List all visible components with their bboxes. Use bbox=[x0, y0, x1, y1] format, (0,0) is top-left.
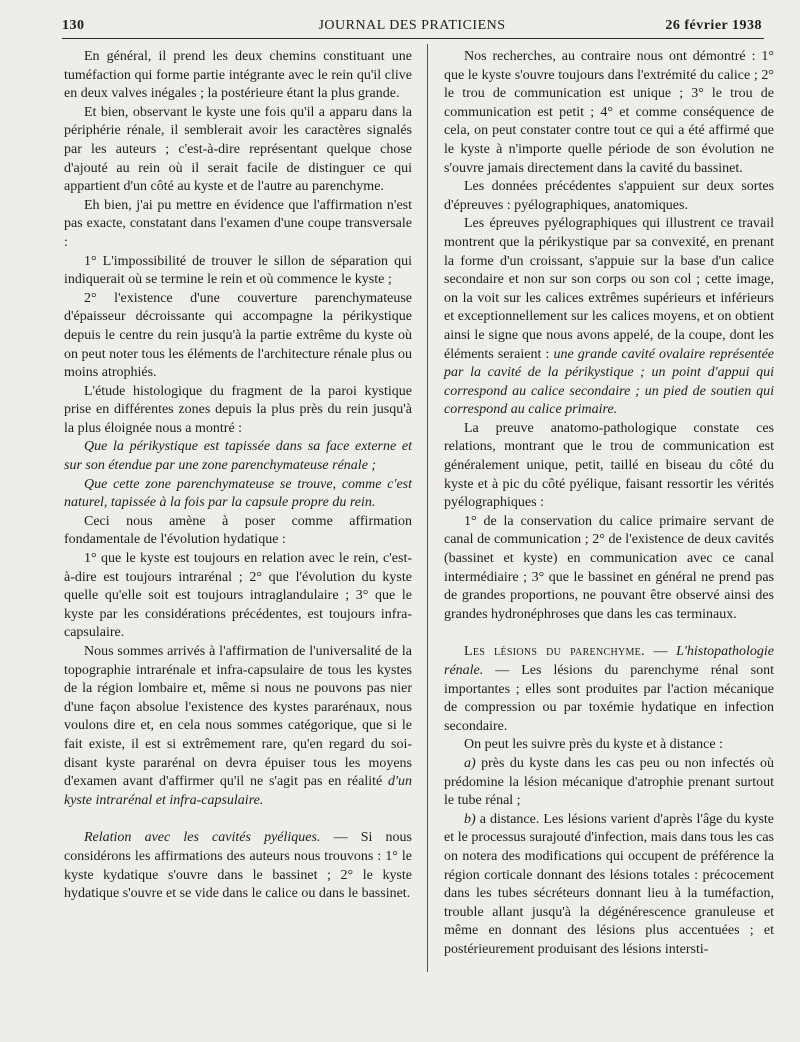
paragraph: En général, il prend les deux chemins constituant une tuméfaction qui forme partie intégrante avec le rein qu'il clive en deux valves inégales ; la postérieure étant la plus grande. bbox=[64, 49, 412, 102]
paragraph bbox=[444, 811, 774, 960]
list-label: a) bbox=[464, 755, 476, 771]
italic-text: d'un kyste intrarénal et infra-capsulaire. bbox=[64, 774, 412, 808]
left-column bbox=[64, 48, 412, 904]
paragraph bbox=[444, 755, 774, 811]
paragraph-text: Nous sommes arrivés à l'affirmation de l'universalité de la topographie intrarénale et infra-capsulaire de tous les kystes de la région lombaire et, même si nous ne pouvons pas nier d'une façon absolue l'existence des kystes pararénaux, nous voulons dire et, en cela nous sommes catégorique, que si le fait existe, il est si extrêmement rare, qu'en regard du soi-disant kyste pararénal on devra épuiser tous les moyens d'examen avant d'affirmer qu'il ne s'agit pas en réalité bbox=[64, 644, 412, 790]
paragraph: La preuve anatomo-pathologique constate ces relations, montrant que le trou de communication est généralement unique, petit, taillé en biseau du côté du kyste et à pic du côté pyélique, faisant ressortir les vérités pyélographiques : bbox=[444, 420, 774, 511]
paragraph bbox=[444, 215, 774, 420]
paragraph: 1° que le kyste est toujours en relation avec le rein, c'est-à-dire est toujours intrarénal ; 2° que l'évolution du kyste quelle qu'elle soit est toujours intraglandulaire ; 3° que le kyste par les considérations précédentes, est toujours infra-capsulaire. bbox=[64, 551, 412, 641]
paragraph bbox=[64, 476, 412, 513]
paragraph bbox=[444, 643, 774, 736]
paragraph: 2° l'existence d'une couverture parenchymateuse d'épaisseur décroissante qui accompagne la périkystique depuis le centre du rein jusqu'à la partie extrême du kyste où on peut noter tous les éléments de l'architecture rénale plus ou moins atrophiés. bbox=[64, 290, 412, 381]
header-rule bbox=[62, 38, 764, 39]
journal-title: JOURNAL DES PRATICIENS bbox=[318, 18, 506, 33]
section-title: Les lésions du parenchyme. bbox=[464, 644, 645, 660]
paragraph-text: — Si nous considérons les affirmations des auteurs nous trouvons : 1° le kyste kydatique s'ouvre dans le bassinet ; 2° le kyste hydatique s'ouvre et se vide dans le calice ou dans le bassinet. bbox=[64, 830, 413, 902]
italic-text: une grande cavité ovalaire représentée par la cavité de la périkystique ; un point d'appui qui correspond au calice secondaire ; un pied de soutien qui correspond au calice primaire. bbox=[444, 346, 774, 418]
page-number: 130 bbox=[62, 18, 85, 33]
paragraph: On peut les suivre près du kyste et à distance : bbox=[464, 737, 723, 753]
paragraph-text: Les épreuves pyélographiques qui illustrent ce travail montrent que la périkystique par sa convexité, en prenant la forme d'un croissant, s'appuie sur la base d'un calice secondaire et non sur son corps ou son col ; cette image, on la voit sur les calices extrêmes supérieurs et inférieurs et exceptionnellement sur les calices moyens, et on obtient ainsi le signe que nous avons appelé, de la coupe, dont les éléments seraient : bbox=[444, 216, 774, 362]
right-column bbox=[444, 48, 774, 960]
issue-date: 26 février 1938 bbox=[665, 18, 762, 33]
paragraph: Les données précédentes s'appuient sur deux sortes d'épreuves : pyélographiques, anatomiques. bbox=[444, 179, 774, 213]
paragraph-text: a distance. Les lésions varient d'après l'âge du kyste et le processus surajouté d'infection, mais dans tous les cas on notera des modifications qui occupent de préférence la région corticale donnant des lésions totales : précocement dans les tubes sécréteurs donnant lieu à la tuméfaction, trouble allant jusqu'à la dégénérescence granuleuse et même en donnant des lésions plus accentuées ; et postérieurement produisant des lésions intersti- bbox=[444, 811, 774, 957]
paragraph bbox=[64, 438, 412, 475]
paragraph: 1° de la conservation du calice primaire servant de canal de communication ; 2° de l'existence de deux cavités (bassinet et kyste) en communication avec ce canal intermédiaire ; 3° que le bassinet en général ne prend pas de grandes proportions, ne pouvant être observé ainsi des grandes hydronéphroses que dans les cas terminaux. bbox=[444, 513, 774, 622]
paragraph-text: — Les lésions du parenchyme rénal sont importantes ; elles sont produites par l'action mécanique de compression ou par toxémie hydatique en infection secondaire. bbox=[444, 663, 774, 734]
paragraph bbox=[64, 643, 412, 810]
column-divider bbox=[427, 44, 428, 972]
paragraph: Nos recherches, au contraire nous ont démontré : 1° que le kyste s'ouvre toujours dans l'extrémité du calice ; 2° le trou de communication est unique ; 3° le trou de communication est petit ; 4° et comme conséquence de cela, on peut constater contre tout ce qui a été affirmé que le kyste à n'importe quelle période de son évolution ne s'ouvre jamais directement dans la cavité du bassinet. bbox=[444, 49, 774, 176]
dash: — bbox=[644, 644, 677, 660]
list-label: b) bbox=[464, 811, 476, 827]
italic-text: Que la périkystique est tapissée dans sa face externe et sur son étendue par une zone parenchymateuse rénale ; bbox=[64, 439, 412, 474]
italic-subtitle: L'histopathologie rénale. bbox=[444, 644, 774, 678]
paragraph: Ceci nous amène à poser comme affirmation fondamentale de l'évolution hydatique : bbox=[64, 513, 412, 548]
paragraph: L'étude histologique du fragment de la paroi kystique prise en différentes zones depuis la plus près du rein jusqu'à la plus éloignée nous a montré : bbox=[64, 383, 412, 436]
paragraph: 1° L'impossibilité de trouver le sillon de séparation qui indiquerait où se termine le rein et où commence le kyste ; bbox=[64, 253, 412, 288]
section-title: Relation avec les cavités pyéliques. bbox=[84, 830, 321, 846]
italic-text: Que cette zone parenchymateuse se trouve, comme c'est naturel, tapissée à la fois par la capsule propre du rein. bbox=[64, 476, 412, 511]
paragraph: Eh bien, j'ai pu mettre en évidence que l'affirmation n'est pas exacte, constatant dans l'examen d'une coupe transversale : bbox=[64, 197, 412, 250]
paragraph bbox=[64, 829, 412, 903]
paragraph-text: près du kyste dans les cas peu ou non infectés où prédomine la lésion mécanique d'atrophie prenant surtout le tube rénal ; bbox=[444, 755, 774, 809]
page-header bbox=[62, 14, 762, 36]
paragraph: Et bien, observant le kyste une fois qu'il a apparu dans la périphérie rénale, il semblerait avoir les caractères signalés par les auteurs ; c'est-à-dire représentant quelque chose d'ajouté au rein où il serait facile de distinguer ce qui appartient d'un côté au kyste et de l'autre au parenchyme. bbox=[64, 104, 412, 195]
